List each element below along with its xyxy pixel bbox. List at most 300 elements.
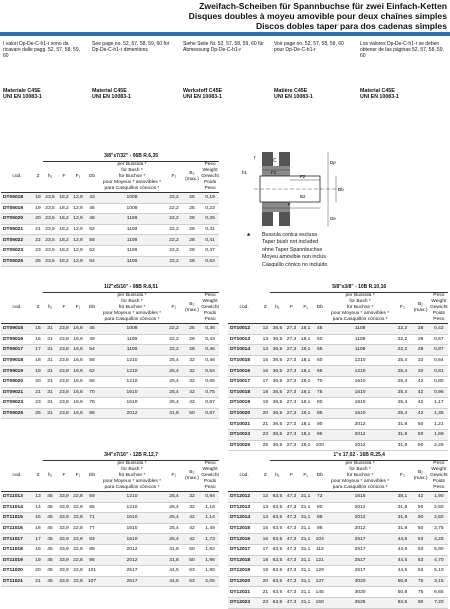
cell-bush: 2012 [327,429,394,440]
cell-db: 101 [85,566,99,577]
table-row [1,245,219,256]
cell-cod: DT12021 [228,587,260,598]
cell-pw: 0,94 [201,492,219,503]
cell-db: 88 [313,513,327,524]
cell-f2: 44,5 [393,555,411,566]
cell-f: 27,3 [284,355,298,366]
cell-f1: 31,1 [299,513,313,524]
cell-z: 16 [33,523,43,534]
col-header-h: h₁ [43,461,57,492]
label-c: C [273,158,277,164]
tooth-lower-left [262,212,273,226]
cell-pw: 6,65 [430,587,448,598]
cell-z: 18 [260,555,270,566]
cell-db: 137 [313,576,327,587]
cell-b2: 42 [412,387,430,398]
cell-f: 27,3 [284,334,298,345]
cell-db: 121 [313,555,327,566]
cell-bush: 1108 [99,334,165,345]
cell-b2: 42 [183,387,201,398]
col-header-cod: cod. [1,162,33,193]
cell-z: 23 [33,245,43,256]
cell-pw: 0,46 [201,345,219,356]
cell-cod: DT10012 [228,324,260,335]
cell-f: 47,3 [284,544,298,555]
cell-b2: 50 [412,429,430,440]
cell-f1: 16,6 [71,398,85,409]
cell-f: 23,8 [57,345,71,356]
cell-db: 96 [313,523,327,534]
cell-f1: 16,6 [71,324,85,335]
table-row [228,419,448,430]
table-row [1,544,219,555]
col-header-b2: B₂ (max.) [412,293,430,324]
cell-b2: 50 [412,440,430,451]
header-title-de: Zweifach-Scheiben für Spannbuchse für zwei Einfach-Ketten [199,1,447,11]
cell-cod: DT11014 [1,502,33,513]
cell-bush: 1008 [99,203,165,214]
cell-pw: 2,50 [430,502,448,513]
cell-f2: 25,4 [165,366,183,377]
cell-f1: 31,1 [299,566,313,577]
cell-db: 107 [85,576,99,587]
cell-bush: 2012 [99,544,165,555]
cell-bush: 1610 [99,513,165,524]
cell-db: 104 [313,534,327,545]
cell-pw: 0,65 [201,376,219,387]
cell-f1: 16,6 [71,334,85,345]
cell-z: 13 [33,492,43,503]
cell-db: 75 [313,387,327,398]
cell-h: 63,5 [270,587,284,598]
cell-b2: 28 [183,345,201,356]
cell-pw: 2,29 [430,440,448,451]
cell-bush: 1210 [327,355,394,366]
col-header-f1: F₁ [299,293,313,324]
cell-f2: 44,5 [165,576,183,587]
cell-pw: 0,36 [201,324,219,335]
cell-f2: 31,8 [165,408,183,419]
cell-f1: 18,1 [299,398,313,409]
cell-f2: 25,4 [393,376,411,387]
cell-f2: 22,2 [165,334,183,345]
cell-f2: 44,5 [393,534,411,545]
table-row [228,566,448,577]
cell-cod: DT12017 [228,544,260,555]
cell-b2: 50 [412,513,430,524]
cell-f2: 31,8 [393,523,411,534]
cell-h: 63,5 [270,566,284,577]
cell-bush: 1610 [327,387,394,398]
cell-db: 129 [313,566,327,577]
header-rule [0,32,450,36]
cell-cod: DT11017 [1,534,33,545]
cell-f1: 12,9 [71,245,85,256]
cell-f1: 22,8 [71,555,85,566]
note-line-it: Bussola conica esclusa [262,232,318,238]
cell-b2: 63 [412,555,430,566]
table-row [1,555,219,566]
col-header-z: Z [33,461,43,492]
col-header-pw: Peso Weight Gewicht Poids Peso [430,461,448,490]
cell-db: 86 [85,408,99,419]
cell-b2: 32 [183,502,201,513]
col-header-db: Db [85,461,99,492]
cell-bush: 2517 [327,566,394,577]
cell-f2: 22,2 [165,256,183,267]
cell-cod: DT12015 [228,523,260,534]
cell-bush: 3020 [327,587,394,598]
cell-b2: 32 [183,492,201,503]
cell-cod: DT11015 [1,513,33,524]
cell-db: 72 [313,492,327,503]
cell-cod: DT10025 [228,440,260,451]
col-header-pw: Peso Weight Gewicht Poids Peso [201,293,219,322]
cell-h: 63,5 [270,576,284,587]
col-header-z: Z [33,162,43,193]
cell-f: 23,8 [57,408,71,419]
table-spec-spacer [1,282,43,293]
cell-f2: 63,5 [393,597,411,608]
cell-f2: 31,8 [393,513,411,524]
cell-z: 18 [33,544,43,555]
cell-db: 95 [313,429,327,440]
cell-b2: 50 [183,555,201,566]
cell-cod: DT10019 [228,398,260,409]
cell-pw: 0,43 [201,334,219,345]
cell-f1: 22,8 [71,502,85,513]
chain-table-16b [228,450,448,609]
cell-cod: DT10023 [228,429,260,440]
cell-z: 21 [260,419,270,430]
cell-h: 45 [43,566,57,577]
cell-f1: 16,6 [71,355,85,366]
cell-cod: DT09016 [1,334,33,345]
cell-h: 23,5 [43,193,57,204]
cell-f1: 31,1 [299,555,313,566]
intro-es: Los valores Dp-De-C-h1-r se deben obtener de las páginas 52, 57, 58, 59, 60 [360,41,444,60]
cell-f2: 25,4 [393,387,411,398]
cell-bush: 2012 [99,555,165,566]
label-h1: h1 [242,170,248,175]
cell-f1: 16,6 [71,408,85,419]
cell-pw: 0,42 [430,324,448,335]
table-row [228,366,448,377]
cell-pw: 0,54 [201,366,219,377]
cell-f2: 25,4 [165,398,183,409]
cell-cod: DT10015 [228,355,260,366]
cell-cod: DT10014 [228,345,260,356]
cell-b2: 63 [183,566,201,577]
cell-f: 18,2 [57,256,71,267]
cell-f: 27,3 [284,324,298,335]
cell-h: 63,5 [270,513,284,524]
cell-db: 78 [85,398,99,409]
col-header-b2: B₂ (max.) [183,162,201,193]
cell-bush: 1610 [327,376,394,387]
cell-f: 23,8 [57,324,71,335]
cell-cod: DT09018 [1,355,33,366]
table-spec-spacer [1,151,43,162]
cell-z: 21 [33,387,43,398]
cell-h: 31 [43,324,57,335]
cell-f2: 22,2 [393,345,411,356]
col-header-f1: F₁ [71,162,85,193]
cell-db: 85 [313,408,327,419]
material-it: Materiale C45E UNI EN 10083-1 [3,88,42,101]
cell-f2: 31,8 [165,555,183,566]
col-header-f: F [284,293,298,324]
cell-z: 19 [260,398,270,409]
cell-bush: 1610 [99,387,165,398]
cell-pw: 0,81 [430,366,448,377]
cell-z: 20 [260,576,270,587]
col-header-f: F [57,293,71,324]
cell-f1: 12,9 [71,193,85,204]
cell-cod: DT11013 [1,492,33,503]
cell-f: 27,3 [284,408,298,419]
cell-cod: DT09017 [1,345,33,356]
cell-bush: 1108 [99,256,165,267]
cell-db: 70 [85,387,99,398]
cell-f2: 22,2 [165,345,183,356]
cell-bush: 1108 [99,235,165,246]
cell-db: 58 [85,355,99,366]
cell-bush: 2012 [327,523,394,534]
cell-db: 62 [85,245,99,256]
cell-b2: 25 [183,203,201,214]
cell-f2: 25,4 [165,513,183,524]
cell-z: 23 [33,398,43,409]
cell-pw: 0,47 [201,245,219,256]
cell-h: 23,5 [43,235,57,246]
col-header-h: h₁ [43,293,57,324]
cell-db: 83 [85,534,99,545]
cell-b2: 63 [412,566,430,577]
cell-db: 100 [313,440,327,451]
bush-note [262,232,327,269]
cell-f: 18,2 [57,245,71,256]
cell-bush: 1610 [327,398,394,409]
col-header-bush: per Bussola * for Bush * für Buchse * pour Moyeux * amovibles * para Casquillos cónicos * [327,293,394,324]
cell-h: 36,5 [270,387,284,398]
cell-f1: 16,6 [71,366,85,377]
label-f2: F2 [300,174,306,179]
col-header-pw: Peso Weight Gewicht Poids Peso [201,162,219,191]
cell-f1: 18,1 [299,387,313,398]
cell-cod: DT10021 [228,419,260,430]
cell-pw: 1,73 [201,534,219,545]
cell-f1: 16,6 [71,345,85,356]
cell-f: 47,3 [284,555,298,566]
tooth-upper-right [279,152,290,166]
cell-pw: 0,19 [201,193,219,204]
cell-pw: 1,95 [201,555,219,566]
cell-z: 19 [260,566,270,577]
cell-h: 36,5 [270,419,284,430]
cell-cod: DT09021 [1,387,33,398]
cell-f: 18,2 [57,214,71,225]
cell-f2: 25,4 [393,398,411,409]
cell-b2: 63 [183,576,201,587]
intro-it: I valori Dp-De-C-h1-r sono da ricavare dalle pagg. 52, 57, 58, 59, 60 [3,41,80,60]
cell-bush: 1108 [99,224,165,235]
note-asterisk: * [247,232,251,241]
cell-f: 27,3 [284,345,298,356]
cell-pw: 0,87 [201,398,219,409]
cell-cod: DT05019 [1,203,33,214]
cell-db: 113 [313,544,327,555]
cell-h: 36,5 [270,324,284,335]
cell-cod: DT12018 [228,555,260,566]
cell-b2: 42 [183,523,201,534]
cell-f2: 31,8 [393,419,411,430]
col-header-f: F [57,461,71,492]
cell-db: 71 [85,513,99,524]
cell-cod: DT09020 [1,376,33,387]
col-header-z: Z [260,461,270,492]
cell-bush: 1008 [99,324,165,335]
table-row [228,597,448,608]
cell-h: 23,5 [43,256,57,267]
cell-pw: 3,75 [430,523,448,534]
cell-h: 31 [43,355,57,366]
cell-pw: 1,90 [430,492,448,503]
cell-b2: 50 [183,544,201,555]
cell-pw: 0,25 [201,214,219,225]
cell-f2: 44,5 [165,566,183,577]
cell-f1: 31,1 [299,597,313,608]
cell-bush: 1610 [99,534,165,545]
cell-h: 45 [43,576,57,587]
cell-h: 63,5 [270,544,284,555]
cell-f1: 31,1 [299,544,313,555]
cell-f1: 18,1 [299,429,313,440]
cell-bush: 1108 [99,214,165,225]
cell-db: 54 [85,345,99,356]
cell-z: 15 [33,513,43,524]
cell-cod: DT10013 [228,334,260,345]
cell-b2: 28 [412,345,430,356]
material-fr: Matière C45E UNI EN 10083-1 [274,88,313,101]
col-header-bush: per Bussola * for Bush * für Buchse * pour Moyeux * amovibles * para Casquillos cónicos * [99,162,165,193]
cell-f2: 31,8 [393,502,411,513]
chain-spec-header: 3/4"x7/16" - 12B R.12,7 [43,450,219,461]
table-row [228,502,448,513]
cell-h: 31 [43,387,57,398]
table-row [228,513,448,524]
cell-f: 33,9 [57,566,71,577]
cell-f1: 31,1 [299,523,313,534]
cell-pw: 0,53 [201,256,219,267]
cell-db: 49 [85,334,99,345]
cell-f: 27,3 [284,440,298,451]
cell-b2: 75 [412,576,430,587]
cell-z: 14 [33,502,43,513]
cell-f: 23,8 [57,355,71,366]
cell-z: 19 [33,203,43,214]
cell-f1: 22,8 [71,534,85,545]
note-line-es: Casquillo cónico no incluido [262,261,328,268]
cell-b2: 32 [412,355,430,366]
chain-spec-header: 1"x 17,02 - 16B R.25,4 [270,450,448,461]
col-header-f1: F₁ [71,293,85,324]
cell-f: 33,9 [57,534,71,545]
table-row [1,256,219,267]
cell-z: 18 [33,193,43,204]
cell-h: 31 [43,345,57,356]
cell-f1: 18,1 [299,345,313,356]
col-header-db: Db [313,461,327,492]
cell-bush: 1108 [99,245,165,256]
cell-f2: 25,4 [165,492,183,503]
cell-h: 36,5 [270,440,284,451]
cell-db: 66 [85,376,99,387]
cell-db: 50 [313,334,327,345]
cell-f1: 18,1 [299,376,313,387]
cell-b2: 28 [412,324,430,335]
cell-z: 16 [260,366,270,377]
col-header-h: h₁ [270,293,284,324]
cell-db: 43 [85,193,99,204]
cell-f: 47,3 [284,597,298,608]
chain-table-06b [1,151,219,267]
cell-f: 27,3 [284,376,298,387]
cell-pw: 5,90 [430,544,448,555]
cell-z: 20 [33,566,43,577]
cell-f1: 12,9 [71,203,85,214]
cell-cod: DT11021 [1,576,33,587]
table-row [1,387,219,398]
cell-z: 12 [260,492,270,503]
table-row [228,534,448,545]
cell-f: 33,9 [57,513,71,524]
cell-h: 31 [43,398,57,409]
sprocket-section-drawing [240,150,445,230]
col-header-cod: cod. [1,461,33,492]
cell-h: 45 [43,523,57,534]
cell-h: 36,5 [270,376,284,387]
cell-bush: 1108 [99,345,165,356]
cell-bush: 2517 [99,566,165,577]
cell-z: 16 [260,534,270,545]
col-header-h: h₁ [270,461,284,492]
table-row [228,324,448,335]
cell-f2: 22,2 [165,203,183,214]
cell-f: 33,9 [57,576,71,587]
cell-b2: 28 [183,256,201,267]
cell-pw: 1,21 [430,419,448,430]
cell-pw: 4,70 [430,555,448,566]
cell-cod: DT05021 [1,224,33,235]
cell-f1: 12,9 [71,256,85,267]
cell-bush: 1610 [99,398,165,409]
cell-bush: 2517 [327,555,394,566]
cell-b2: 32 [183,355,201,366]
cell-z: 15 [33,324,43,335]
cell-z: 18 [33,355,43,366]
cell-f1: 12,9 [71,214,85,225]
table-row [1,376,219,387]
cell-bush: 1615 [327,492,394,503]
cell-b2: 42 [412,398,430,409]
cell-f: 33,9 [57,523,71,534]
col-header-f2: F₂ [165,293,183,324]
cell-h: 63,5 [270,523,284,534]
cell-pw: 1,69 [430,429,448,440]
table-spec-spacer [228,450,270,461]
cell-b2: 42 [412,408,430,419]
